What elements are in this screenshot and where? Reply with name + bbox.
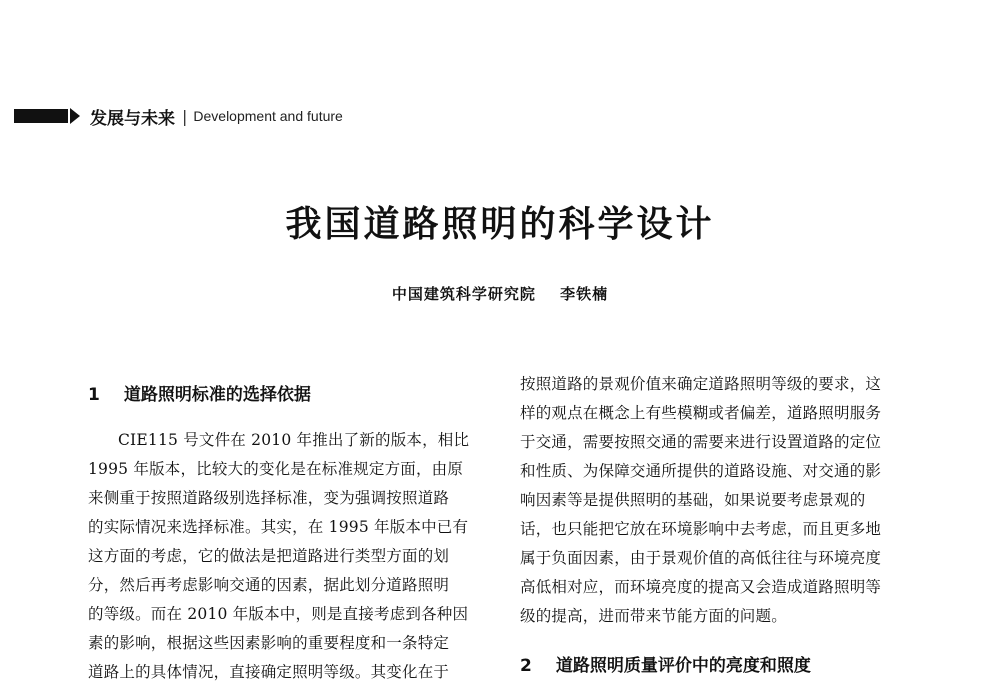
header-separator: | xyxy=(182,106,188,126)
paragraph-line: 和性质、为保障交通所提供的道路设施、对交通的影 xyxy=(520,462,882,480)
section-1-paragraph xyxy=(88,426,488,687)
author-institution: 中国建筑科学研究院 xyxy=(391,285,536,303)
section-2-heading xyxy=(520,651,920,681)
header-bar-mark xyxy=(14,109,68,123)
paragraph-line: 样的观点在概念上有些模糊或者偏差，道路照明服务 xyxy=(520,404,882,422)
section-number: 2 xyxy=(520,656,532,676)
section-number: 1 xyxy=(88,385,100,405)
section-1-heading xyxy=(88,380,488,410)
paragraph-line: 于交通，需要按照交通的需要来进行设置道路的定位 xyxy=(520,433,882,451)
paragraph-line: 的等级。而在 2010 年版本中，则是直接考虑到各种因 xyxy=(88,605,469,623)
paragraph-line: 来侧重于按照道路级别选择标准，变为强调按照道路 xyxy=(88,489,450,507)
paragraph-line: 响因素等是提供照明的基础，如果说要考虑景观的 xyxy=(520,491,866,509)
section-title: 道路照明标准的选择依据 xyxy=(123,385,311,405)
paragraph-line: 素的影响，根据这些因素影响的重要程度和一条特定 xyxy=(88,634,450,652)
paragraph-line: CIE115 号文件在 2010 年推出了新的版本，相比 xyxy=(118,431,470,449)
article-title: 我国道路照明的科学设计 xyxy=(285,204,715,245)
paragraph-line: 1995 年版本，比较大的变化是在标准规定方面，由原 xyxy=(88,460,464,478)
continued-paragraph xyxy=(520,370,920,631)
byline xyxy=(0,283,1000,304)
paragraph-line: 按照道路的景观价值来确定道路照明等级的要求，这 xyxy=(520,375,882,393)
paragraph-line: 高低相对应，而环境亮度的提高又会造成道路照明等 xyxy=(520,578,882,596)
paragraph-line: 分，然后再考虑影响交通的因素，据此划分道路照明 xyxy=(88,576,450,594)
paragraph-line: 道路上的具体情况，直接确定照明等级。其变化在于 xyxy=(88,663,450,681)
paragraph-line: 的实际情况来选择标准。其实，在 1995 年版本中已有 xyxy=(88,518,469,536)
column-name-zh: 发展与未来 xyxy=(90,108,175,129)
left-column xyxy=(88,380,488,687)
header-arrow-icon xyxy=(70,108,80,124)
paragraph-line: 话，也只能把它放在环境影响中去考虑，而且更多地 xyxy=(520,520,882,538)
right-column xyxy=(520,370,920,681)
paragraph-line: 这方面的考虑，它的做法是把道路进行类型方面的划 xyxy=(88,547,450,565)
column-name-en: Development and future xyxy=(193,108,343,124)
paragraph-line: 级的提高，进而带来节能方面的问题。 xyxy=(520,607,787,625)
author-name: 李铁楠 xyxy=(560,285,609,303)
paragraph-line: 属于负面因素，由于景观价值的高低往往与环境亮度 xyxy=(520,549,882,567)
column-header xyxy=(14,106,343,129)
section-title: 道路照明质量评价中的亮度和照度 xyxy=(555,656,811,676)
